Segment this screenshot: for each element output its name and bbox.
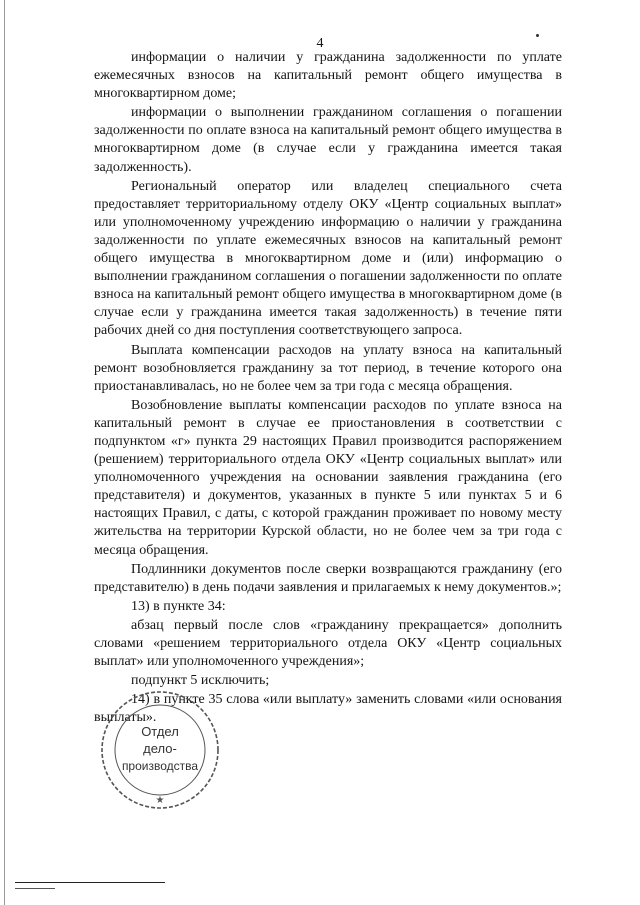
paragraph-5: Возобновление выплаты компенсации расходов по уплате взноса на капитальный ремонт в случае ее приостановления в соответствии с подпунктом «г» пункта 29 настоящих Правил производится распоряжением (решением) территориального отдела ОКУ «Центр социальных выплат» или уполномоченного учреждения на основании заявления гражданина (его представителя) и документов, указанных в пункте 5 или пунктах 5 и 6 настоящих Правил, с даты, с которой гражданин проживает по новому месту жительства на территории Курской области, но не более чем за три года с месяца обращения. (94, 397, 562, 558)
paragraph-6: Подлинники документов после сверки возвращаются гражданину (его представителю) в день подачи заявления и прилагаемых к нему документов.»; (94, 561, 562, 595)
paragraph-4: Выплата компенсации расходов на уплату взноса на капитальный ремонт возобновляется гражданину за тот период, в течение которого она приостанавливалась, но не более чем за три года с месяца обращения. (94, 342, 562, 394)
scan-edge-line (4, 0, 5, 905)
office-stamp (96, 686, 224, 814)
paragraph-8: абзац первый после слов «гражданину прекращается» дополнить словами «решением территориального отдела ОКУ «Центр социальных выплат» или уполномоченного учреждения»; (94, 617, 562, 670)
document-body (94, 49, 562, 727)
paragraph-3: Региональный оператор или владелец специального счета предоставляет территориальному отделу ОКУ «Центр социальных выплат» или уполномоченному учреждению информацию о наличии у гражданина задолженности по уплате ежемесячных взносов на капитальный ремонт общего имущества в многоквартирном доме и (или) информацию о выполнении гражданином соглашения о погашении задолженности по оплате взноса на капитальный ремонт общего имущества в многоквартирном доме (в случае если у гражданина имеется такая задолженность) в течение пяти рабочих дней со дня поступления соответствующего запроса. (94, 178, 562, 339)
paragraph-7: 13) в пункте 34: (131, 598, 226, 614)
stamp-line-3: производства (121, 759, 199, 773)
footer-rule (15, 882, 165, 883)
page-number: 4 (316, 36, 324, 51)
footer-rule-short (15, 888, 55, 889)
paragraph-1: информации о наличии у гражданина задолженности по уплате ежемесячных взносов на капитальный ремонт общего имущества в многоквартирном доме; (94, 50, 562, 102)
scan-speck (536, 34, 539, 37)
paragraph-9: подпункт 5 исключить; (131, 673, 270, 689)
paragraph-10: 14) в пункте 35 слова «или выплату» заменить словами «или основания выплаты». (94, 692, 562, 726)
paragraph-2: информации о выполнении гражданином соглашения о погашении задолженности по оплате взноса на капитальный ремонт общего имущества в многоквартирном доме (в случае если у гражданина имеется такая задолженность). (94, 105, 562, 175)
stamp-line-2: дело- (143, 741, 177, 756)
stamp-star-icon: ★ (155, 795, 165, 806)
stamp-line-1: Отдел (141, 724, 179, 739)
